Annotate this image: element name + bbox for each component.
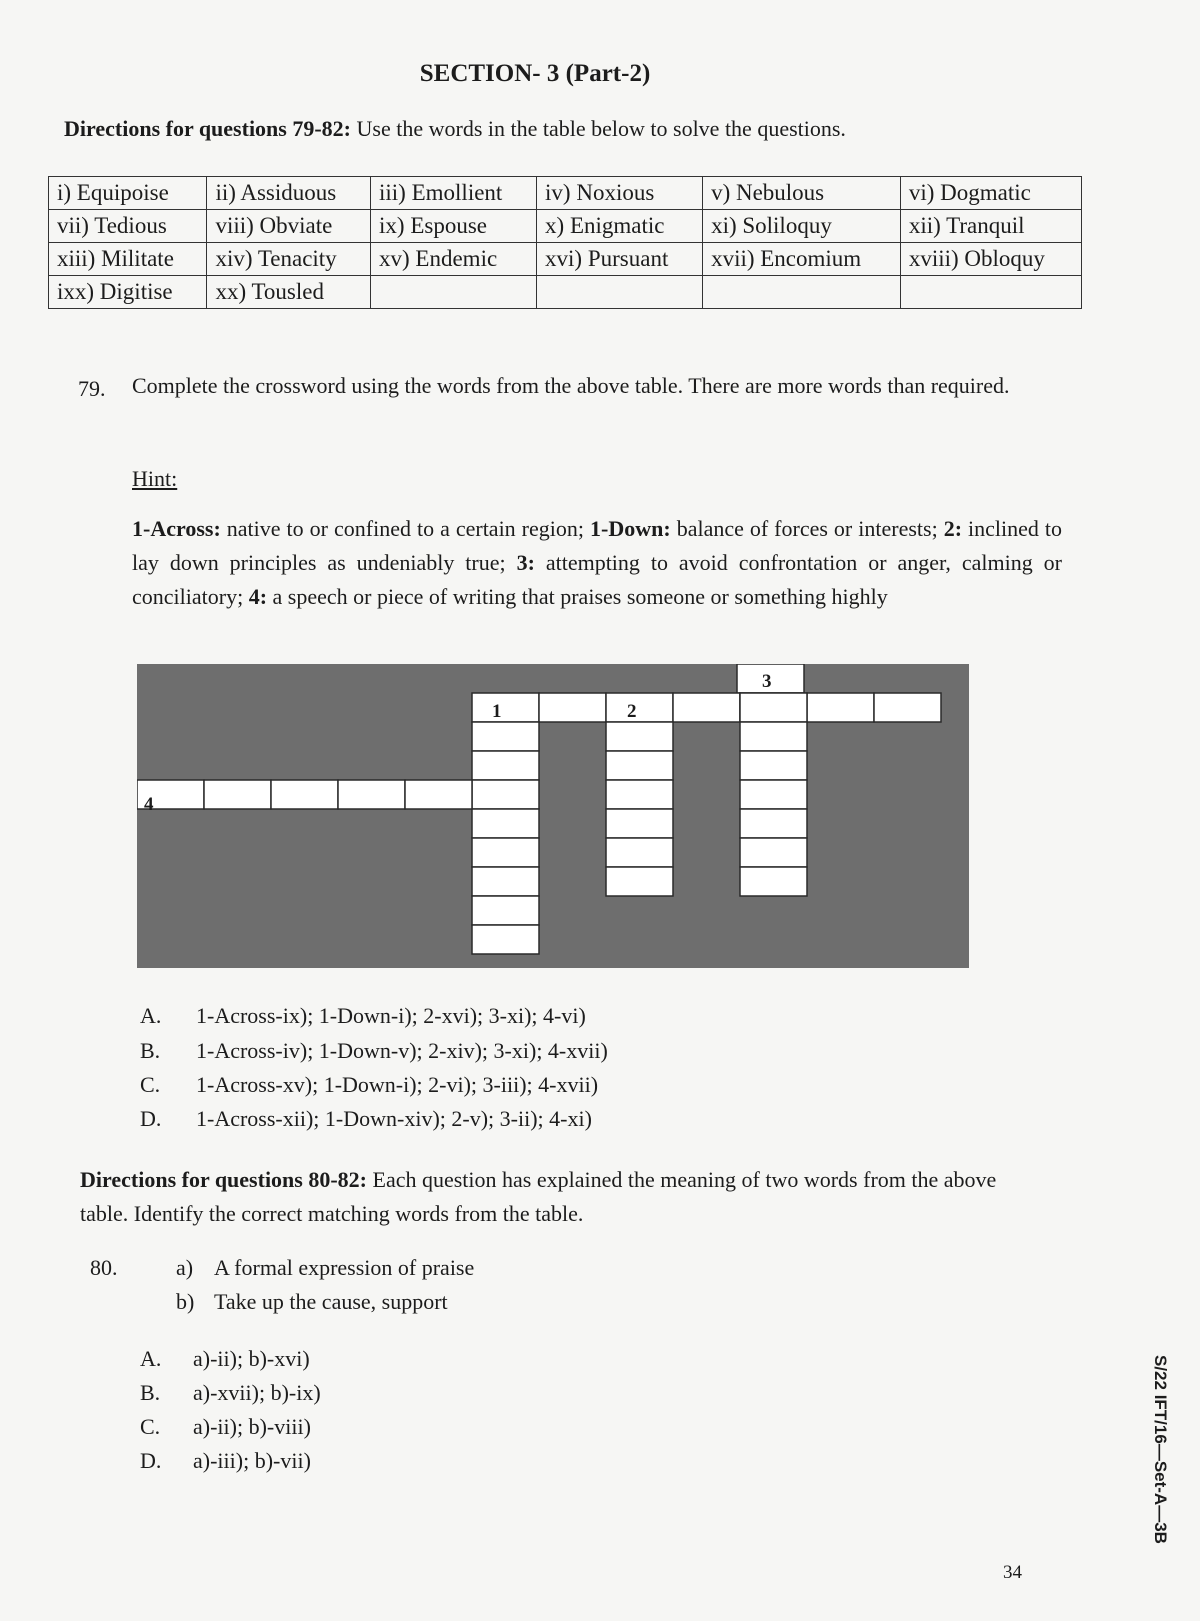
crossword-label-1: 1	[492, 701, 502, 722]
crossword-label-3: 3	[762, 671, 772, 692]
crossword-cell	[740, 867, 807, 896]
hint-1-down-label: 1-Down:	[590, 516, 671, 541]
hint-1-across-text: native to or confined to a certain region;	[220, 516, 591, 541]
hint-text	[132, 512, 1062, 614]
table-cell: ixx) Digitise	[49, 276, 207, 309]
table-cell: viii) Obviate	[207, 210, 371, 243]
option-label: B.	[140, 1038, 161, 1063]
crossword-cell	[472, 838, 539, 867]
q80-option-b[interactable]	[140, 1380, 321, 1406]
table-cell: x) Enigmatic	[537, 210, 703, 243]
option-label: D.	[140, 1106, 162, 1131]
crossword-cell	[673, 693, 740, 722]
part-label: b)	[176, 1289, 195, 1314]
hint-4-label: 4:	[248, 584, 268, 609]
hint-1-down-text: balance of forces or interests;	[670, 516, 944, 541]
option-text: 1-Across-ix); 1-Down-i); 2-xvi); 3-xi); 4-vi)	[196, 1003, 586, 1028]
option-text: a)-ii); b)-xvi)	[193, 1346, 310, 1371]
crossword-cell	[606, 809, 673, 838]
table-cell: iv) Noxious	[537, 177, 703, 210]
table-row	[49, 210, 1082, 243]
option-label: C.	[140, 1072, 161, 1097]
crossword-cell	[606, 693, 673, 722]
hint-4-text: a speech or piece of writing that praises someone or something highly	[267, 584, 888, 609]
q79-option-c[interactable]	[140, 1072, 598, 1098]
crossword-cell	[472, 722, 539, 751]
crossword-label-4: 4	[144, 794, 154, 815]
q79-option-a[interactable]	[140, 1003, 586, 1029]
part-text: A formal expression of praise	[214, 1255, 475, 1280]
crossword-cell	[472, 867, 539, 896]
table-row	[49, 276, 1082, 309]
directions-80-82-text: Each question has explained the meaning of two words from the above table. Identify the correct matching words from the table.	[80, 1167, 997, 1226]
crossword-cell	[740, 722, 807, 751]
option-text: a)-iii); b)-vii)	[193, 1448, 311, 1473]
option-text: 1-Across-iv); 1-Down-v); 2-xiv); 3-xi); 4-xvii)	[196, 1038, 608, 1063]
directions-80-82	[80, 1163, 1030, 1231]
crossword-cell	[472, 809, 539, 838]
q80-option-d[interactable]	[140, 1448, 311, 1474]
option-text: 1-Across-xii); 1-Down-xiv); 2-v); 3-ii); 4-xi)	[196, 1106, 592, 1131]
table-cell: xiv) Tenacity	[207, 243, 371, 276]
q80-part-b	[176, 1289, 448, 1315]
table-cell: ii) Assiduous	[207, 177, 371, 210]
side-code: S/22 IFT/16—Set-A—3B	[1151, 1355, 1170, 1544]
crossword-cell	[472, 896, 539, 925]
table-cell: iii) Emollient	[371, 177, 537, 210]
directions-79-82-text: Use the words in the table below to solve the questions.	[351, 116, 846, 141]
table-cell: xiii) Militate	[49, 243, 207, 276]
option-label: B.	[140, 1380, 161, 1405]
table-cell: xvi) Pursuant	[537, 243, 703, 276]
table-cell: i) Equipoise	[49, 177, 207, 210]
crossword-cell	[740, 751, 807, 780]
q80-part-a	[176, 1255, 474, 1281]
crossword-cell	[606, 838, 673, 867]
directions-80-82-label: Directions for questions 80-82:	[80, 1167, 368, 1192]
table-cell: xv) Endemic	[371, 243, 537, 276]
crossword-cell	[204, 780, 271, 809]
crossword-cell	[606, 867, 673, 896]
crossword-cell	[606, 780, 673, 809]
option-label: A.	[140, 1346, 162, 1371]
option-label: D.	[140, 1448, 162, 1473]
table-cell	[703, 276, 901, 309]
q79-option-b[interactable]	[140, 1038, 608, 1064]
directions-79-82	[64, 112, 1104, 146]
option-text: a)-xvii); b)-ix)	[193, 1380, 321, 1405]
q80-option-a[interactable]	[140, 1346, 310, 1372]
question-79-number: 79.	[78, 376, 106, 401]
question-79-text: Complete the crossword using the words from the above table. There are more words than required.	[132, 373, 1010, 398]
hint-label: Hint:	[132, 466, 178, 491]
part-label: a)	[176, 1255, 194, 1280]
table-row	[49, 177, 1082, 210]
table-cell: vi) Dogmatic	[900, 177, 1081, 210]
crossword-cell	[472, 693, 539, 722]
table-cell: xii) Tranquil	[900, 210, 1081, 243]
crossword-cell	[874, 693, 941, 722]
crossword-label-2: 2	[627, 701, 637, 722]
table-cell: xviii) Obloquy	[900, 243, 1081, 276]
crossword-cell	[539, 693, 606, 722]
table-cell: ix) Espouse	[371, 210, 537, 243]
option-text: a)-ii); b)-viii)	[193, 1414, 311, 1439]
table-cell: v) Nebulous	[703, 177, 901, 210]
q80-option-c[interactable]	[140, 1414, 311, 1440]
crossword-cell	[740, 838, 807, 867]
table-row	[49, 243, 1082, 276]
crossword-cell	[740, 780, 807, 809]
option-text: 1-Across-xv); 1-Down-i); 2-vi); 3-iii); 4-xvii)	[196, 1072, 599, 1097]
crossword-cell	[740, 809, 807, 838]
crossword-cell	[807, 693, 874, 722]
crossword-grid	[137, 664, 969, 968]
hint-3-label: 3:	[516, 550, 535, 575]
hint-1-across-label: 1-Across:	[132, 516, 221, 541]
q79-option-d[interactable]	[140, 1106, 592, 1132]
directions-79-82-label: Directions for questions 79-82:	[64, 116, 352, 141]
crossword-cell	[338, 780, 405, 809]
crossword-cell	[271, 780, 338, 809]
page-number: 34	[1003, 1562, 1022, 1583]
crossword-cell	[472, 780, 539, 809]
crossword-cell	[606, 722, 673, 751]
table-cell: xx) Tousled	[207, 276, 371, 309]
hint-3-text: attempting to avoid confrontation or anger, calming or conciliatory;	[132, 550, 1063, 609]
table-cell: xi) Soliloquy	[703, 210, 901, 243]
table-cell	[537, 276, 703, 309]
question-80-number: 80.	[90, 1255, 118, 1280]
option-label: A.	[140, 1003, 162, 1028]
table-cell	[371, 276, 537, 309]
crossword-cell	[740, 693, 807, 722]
table-cell: xvii) Encomium	[703, 243, 901, 276]
crossword-cell	[472, 751, 539, 780]
crossword-cell	[405, 780, 472, 809]
crossword-cell	[472, 925, 539, 954]
word-table	[48, 176, 1082, 309]
option-label: C.	[140, 1414, 161, 1439]
crossword-cell	[606, 751, 673, 780]
table-cell: vii) Tedious	[49, 210, 207, 243]
section-title: SECTION- 3 (Part-2)	[419, 60, 651, 87]
part-text: Take up the cause, support	[214, 1289, 448, 1314]
hint-2-text: inclined to lay down principles as undeniably true;	[132, 516, 1062, 575]
table-cell	[900, 276, 1081, 309]
hint-2-label: 2:	[943, 516, 963, 541]
